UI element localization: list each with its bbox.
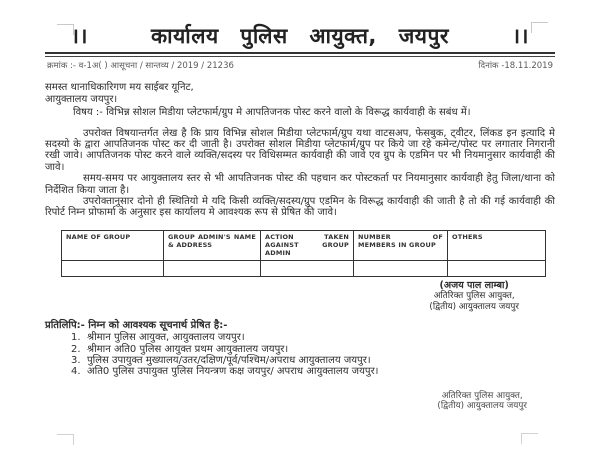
table-empty-cell: [354, 260, 448, 276]
subject-label: विषय :-: [73, 107, 103, 118]
body-paragraph-3: उपरोक्तानुसार दोनो ही स्थितियो मे यदि किसी व्यक्ति/सदस्य/ग्रुप एडमिन के विरूद्ध कार्यवाही की जाती है तो की गई कार्यवाही की रिपोर्ट निम्न प्रोफार्मा के अनुसार इस कार्यालय मे आवश्यक रूप से प्रेषित की जावे।: [45, 195, 555, 219]
table-header-name-of-group: NAME OF GROUP: [62, 230, 164, 260]
reference-number: क्रमांक :- व-1अ( ) आसूचना / सान्तव्य / 2019 / 21236: [47, 61, 234, 71]
footer-signature-block: [437, 391, 527, 412]
letterhead-left-mark: ।।: [71, 24, 88, 48]
footer-designation: अतिरिक्त पुलिस आयुक्त,: [441, 390, 523, 401]
corner-mark-bottom-left: [57, 434, 74, 445]
corner-mark-bottom-right: [521, 433, 538, 444]
letterhead-rule-heavy: [45, 52, 555, 54]
copy-section: [45, 312, 555, 378]
letterhead-right-mark: ।।: [512, 24, 529, 48]
table-empty-cell: [62, 260, 164, 276]
letterhead: [45, 22, 555, 50]
body-paragraph-2: समय-समय पर आयुक्तालय स्तर से भी आपतिजनक पोस्ट की पहचान कर पोस्टकर्ता पर नियमानुसार कार्यवाही हेतु जिला/थाना को निर्देशित किया जाता है।: [45, 173, 555, 196]
letterhead-title: कार्यालय पुलिस आयुक्त, जयपुर: [151, 24, 449, 48]
body-paragraph-1: उपरोक्त विषयान्तर्गत लेख है कि प्राय विभिन्न सोशल मिडीया प्लेटफार्म/ग्रुप यथा वाटसअप, फेसबुक, ट्वीटर, लिंकड इन इत्यादि मे सदस्यो के द्वारा आपतिजनक पोस्ट कर दी जाती है। उपरोक्त सोशल मिडीया प्लेटफार्म/ग्रुप पर किये जा रहे कमेन्ट/पोस्ट पर लगातार निगरानी रखी जावे। आपतिजनक पोस्ट करने वाले व्यक्ति/सदस्य पर विधिसम्मत कार्यवाही की जावे एव ग्रुप के एडमिन पर भी नियमानुसार कार्यवाही की जावे।: [45, 127, 555, 173]
signatory-name: (अजय पाल लाम्बा): [439, 279, 509, 291]
letter-date: दिनांक -18.11.2019: [478, 61, 553, 71]
letterhead-rule-thin: [45, 56, 555, 57]
copy-list-item: पुलिस उपायुक्त मुख्यालय/उतर/दक्षिण/पूर्व/पश्चिम/अपराध आयुक्तालय जयपुर।: [87, 355, 371, 367]
letter-meta-row: [45, 60, 555, 71]
copy-list: [45, 332, 555, 378]
table-row: [62, 260, 546, 276]
copy-heading: प्रतिलिपि:- निम्न को आवश्यक सूचनार्थ प्रेषित है:-: [45, 320, 228, 332]
subject-text: विभिन्न सोशल मिडीया प्लेटफार्म/ग्रुप मे आपतिजनक पोस्ट करने वालो के विरूद्ध कार्यवाही के सबंध में।: [106, 107, 471, 118]
table-header-number-of-members: NUMBER OF MEMBERS IN GROUP: [354, 230, 448, 260]
table-header-action-taken: ACTION TAKEN AGAINST GROUP ADMIN: [261, 230, 354, 260]
table-header-row: [62, 230, 546, 260]
report-proforma-table: [61, 230, 546, 277]
table-header-group-admin: GROUP ADMIN'S NAME & ADDRESS: [164, 230, 261, 260]
signature-block: [429, 281, 519, 313]
table-empty-cell: [448, 260, 546, 276]
table-empty-cell: [164, 260, 261, 276]
addressee-line-1: समस्त थानाधिकारिगण मय साईबर यूनिट,: [45, 82, 194, 93]
table-header-others: OTHERS: [448, 230, 546, 260]
copy-list-item: श्रीमान पुलिस आयुक्त, आयुक्तालय जयपुर।: [87, 332, 245, 344]
signatory-designation: अतिरिक्त पुलिस आयुक्त,: [433, 291, 515, 302]
footer-office: (द्वितीय) आयुक्तालय जयपुर: [437, 401, 527, 412]
copy-list-item: श्रीमान अति0 पुलिस आयुक्त प्रथम आयुक्तालय जयपुर।: [87, 343, 289, 355]
subject-line: [73, 107, 555, 119]
addressee-line-2: आयुक्तालय जयपुर।: [45, 93, 118, 105]
table-empty-cell: [261, 260, 354, 276]
copy-list-item: अति0 पुलिस उपायुक्त पुलिस नियन्त्रण कक्ष जयपुर/ अपराध आयुक्तालय जयपुर।: [87, 366, 379, 378]
signatory-office: (द्वितीय) आयुक्तालय जयपुर: [429, 301, 519, 312]
scanned-letter-page: [45, 22, 555, 412]
addressee-block: [45, 82, 555, 105]
